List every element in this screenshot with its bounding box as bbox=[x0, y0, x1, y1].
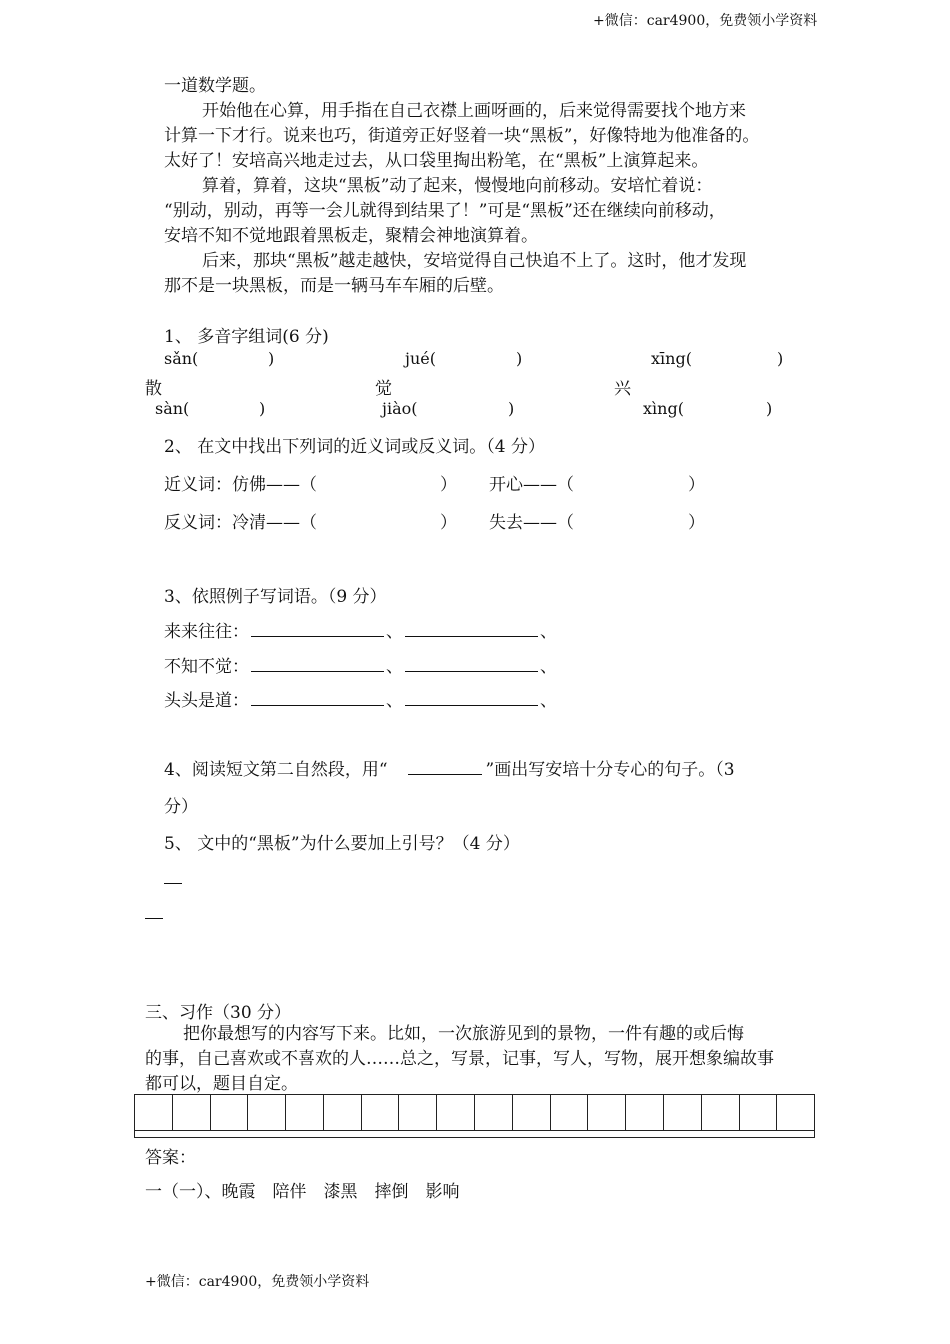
passage-line: 计算一下才行。说来也巧，街道旁正好竖着一块“黑板”，好像特地为他准备的。 bbox=[164, 126, 760, 146]
q3-title: 3、依照例子写词语。（9 分） bbox=[164, 587, 387, 607]
q1-pinyin-san3: sǎn( bbox=[164, 349, 199, 368]
writing-cell[interactable] bbox=[135, 1095, 173, 1131]
q1-char-xing: 兴 bbox=[614, 379, 631, 399]
writing-cell[interactable] bbox=[437, 1095, 475, 1131]
writing-cell[interactable] bbox=[248, 1095, 286, 1131]
q1-char-jue: 觉 bbox=[375, 379, 392, 399]
q1-close-paren: ) bbox=[777, 349, 784, 368]
writing-cell[interactable] bbox=[626, 1095, 664, 1131]
q1-pinyin-jue2: jué( bbox=[405, 349, 436, 368]
passage-line: 那不是一块黑板，而是一辆马车车厢的后壁。 bbox=[164, 276, 504, 296]
q2-close-paren: ） bbox=[688, 475, 705, 495]
passage-line: 太好了！安培高兴地走过去，从口袋里掏出粉笔，在“黑板”上演算起来。 bbox=[164, 151, 709, 171]
q3-sep: 、 bbox=[540, 622, 557, 642]
writing-cell[interactable] bbox=[362, 1095, 400, 1131]
q1-close-paren: ) bbox=[259, 399, 266, 418]
q1-close-paren: ) bbox=[766, 399, 773, 418]
passage-line: 后来，那块“黑板”越走越快，安培觉得自己快追不上了。这时，他才发现 bbox=[202, 251, 747, 271]
answer-blank[interactable] bbox=[405, 654, 538, 672]
instruction-line: 把你最想写的内容写下来。比如，一次旅游见到的景物，一件有趣的或后悔 bbox=[183, 1024, 744, 1044]
grid-divider bbox=[134, 1130, 815, 1131]
passage-line: “别动，别动，再等一会儿就得到结果了！”可是“黑板”还在继续向前移动， bbox=[164, 201, 726, 221]
underline-sample bbox=[408, 757, 482, 775]
writing-cell[interactable] bbox=[399, 1095, 437, 1131]
answer-blank[interactable] bbox=[405, 688, 538, 706]
footer-note: +微信：car4900，免费领小学资料 bbox=[145, 1274, 370, 1290]
q4-text-after: ”画出写安培十分专心的句子。（3 bbox=[485, 760, 735, 780]
writing-cell[interactable] bbox=[702, 1095, 740, 1131]
q3-row bbox=[164, 652, 557, 677]
q1-pinyin-san4: sàn( bbox=[155, 399, 190, 418]
q4-wrap: 分） bbox=[164, 797, 198, 817]
answer-line-mark bbox=[164, 883, 182, 884]
q3-example: 来来往往： bbox=[164, 622, 249, 642]
writing-cell[interactable] bbox=[777, 1095, 814, 1131]
q1-title: 1、 多音字组词(6 分) bbox=[164, 327, 329, 347]
q2-antonym-label: 反义词：冷清——（ bbox=[164, 513, 317, 533]
q2-synonym-label-2: 开心——（ bbox=[489, 475, 574, 495]
writing-cell[interactable] bbox=[513, 1095, 551, 1131]
reading-passage bbox=[164, 74, 824, 299]
q2-antonym-label-2: 失去——（ bbox=[489, 513, 574, 533]
q4-line bbox=[164, 755, 735, 780]
passage-line: 开始他在心算，用手指在自己衣襟上画呀画的，后来觉得需要找个地方来 bbox=[202, 101, 746, 121]
q1-pinyin-xing1: xīng( bbox=[651, 349, 692, 368]
q1-pinyin-xing4: xìng( bbox=[643, 399, 684, 418]
q3-sep: 、 bbox=[386, 622, 403, 642]
passage-line: 算着，算着，这块“黑板”动了起来，慢慢地向前移动。安培忙着说： bbox=[202, 176, 713, 196]
writing-cell[interactable] bbox=[324, 1095, 362, 1131]
q1-close-paren: ) bbox=[268, 349, 275, 368]
writing-cell[interactable] bbox=[173, 1095, 211, 1131]
q1-close-paren: ) bbox=[516, 349, 523, 368]
q1-pinyin-jiao4: jiào( bbox=[382, 399, 418, 418]
q3-example: 头头是道： bbox=[164, 691, 249, 711]
answer-line: 一（一）、晚霞 陪伴 漆黑 摔倒 影响 bbox=[145, 1182, 460, 1202]
q1-close-paren: ) bbox=[508, 399, 515, 418]
header-note: +微信：car4900，免费领小学资料 bbox=[593, 13, 818, 29]
q2-synonym-label: 近义词：仿佛——（ bbox=[164, 475, 317, 495]
writing-grid bbox=[134, 1094, 815, 1138]
writing-cell[interactable] bbox=[211, 1095, 249, 1131]
q3-row bbox=[164, 617, 557, 642]
q3-example: 不知不觉： bbox=[164, 657, 249, 677]
answer-line-mark bbox=[145, 918, 163, 919]
answer-label: 答案： bbox=[145, 1148, 196, 1168]
writing-cell[interactable] bbox=[588, 1095, 626, 1131]
answer-blank[interactable] bbox=[251, 654, 384, 672]
q5-title: 5、 文中的“黑板”为什么要加上引号？（4 分） bbox=[164, 834, 520, 854]
q2-close-paren: ） bbox=[440, 513, 457, 533]
section3-instructions bbox=[145, 1022, 825, 1097]
q3-sep: 、 bbox=[386, 657, 403, 677]
passage-line: 一道数学题。 bbox=[164, 76, 266, 96]
instruction-line: 都可以，题目自定。 bbox=[145, 1074, 298, 1094]
q1-char-san: 散 bbox=[145, 379, 162, 399]
q3-sep: 、 bbox=[540, 691, 557, 711]
section3-title: 三、习作（30 分） bbox=[145, 1003, 292, 1023]
instruction-line: 的事，自己喜欢或不喜欢的人……总之，写景，记事，写人，写物，展开想象编故事 bbox=[145, 1049, 774, 1069]
q2-close-paren: ） bbox=[440, 475, 457, 495]
writing-cell[interactable] bbox=[475, 1095, 513, 1131]
passage-line: 安培不知不觉地跟着黑板走，聚精会神地演算着。 bbox=[164, 226, 538, 246]
answer-blank[interactable] bbox=[251, 619, 384, 637]
q2-title: 2、 在文中找出下列词的近义词或反义词。（4 分） bbox=[164, 437, 545, 457]
q3-sep: 、 bbox=[540, 657, 557, 677]
writing-cell[interactable] bbox=[740, 1095, 778, 1131]
q3-sep: 、 bbox=[386, 691, 403, 711]
writing-cell[interactable] bbox=[286, 1095, 324, 1131]
answer-blank[interactable] bbox=[251, 688, 384, 706]
q3-row bbox=[164, 686, 557, 711]
writing-cell[interactable] bbox=[664, 1095, 702, 1131]
answer-blank[interactable] bbox=[405, 619, 538, 637]
q4-text-before: 4、阅读短文第二自然段，用“ bbox=[164, 760, 388, 780]
q2-close-paren: ） bbox=[688, 513, 705, 533]
writing-cell[interactable] bbox=[551, 1095, 589, 1131]
